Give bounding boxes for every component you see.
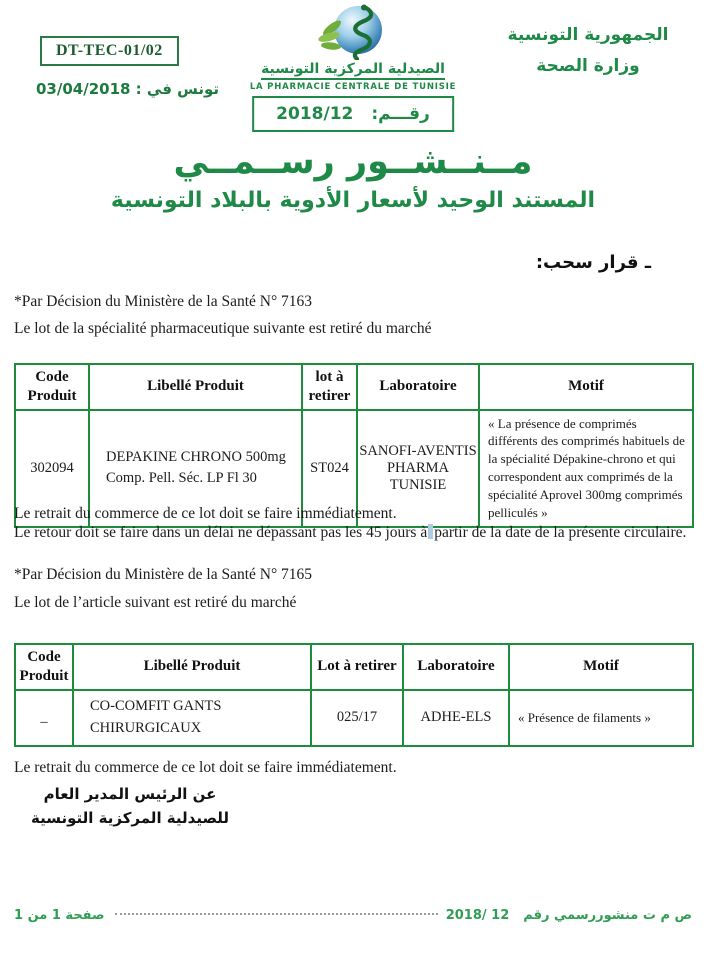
globe-snake-logo-icon [314, 4, 392, 60]
reference-code: DT-TEC-01/02 [56, 42, 163, 59]
table-2-header-laboratoire: Laboratoire [403, 644, 509, 690]
intro-2-line: Le lot de l’article suivant est retiré du marché [14, 594, 297, 611]
table-2-cell-laboratoire: ADHE-ELS [403, 690, 509, 746]
signature-line-1: عن الرئيس المدير العام [43, 785, 217, 803]
table-1-header-lot: lot à retirer [302, 364, 357, 410]
laboratoire-line-1: SANOFI-AVENTIS [359, 442, 477, 459]
footer-doc-number: 2018/ 12 [445, 908, 510, 923]
withdrawal-decision-heading: ـ قرار سحب: [535, 252, 651, 273]
gov-line-republic: الجمهورية التونسية [507, 25, 669, 45]
table-2-header-motif: Motif [509, 644, 693, 690]
table-1-header-code: Code Produit [15, 364, 89, 410]
footer-doc-label: ص م ت منشوررسمي رقم [523, 908, 692, 923]
table-2-header-row [15, 644, 693, 690]
number-value: 2018/12 [276, 104, 354, 124]
signature-line-2: للصيدلية المركزية التونسية [31, 809, 229, 827]
table-2-cell-lot: 025/17 [311, 690, 403, 746]
table-1-header-row [15, 364, 693, 410]
libelle-line-1: DEPAKINE CHRONO 500mg [106, 449, 286, 466]
table-1-header-libelle: Libellé Produit [89, 364, 302, 410]
table-2-header-code: Code Produit [15, 644, 73, 690]
reference-code-box [40, 36, 179, 66]
text-cursor-artifact [428, 524, 433, 539]
number-label: رقـــم: [371, 104, 430, 124]
laboratoire-line-2: PHARMA TUNISIE [386, 459, 450, 493]
table-1-cell-motif: « La présence de comprimés différents des comprimés habituels de la spécialité Dépakine-chrono et qui correspondent aux comprimés de la spécialité Aprovel 300mg comprimés pelliculés » [479, 410, 693, 528]
table-2-cell-libelle: CO-COMFIT GANTS CHIRURGICAUX [73, 690, 311, 746]
note-retour-delai [14, 524, 686, 542]
libelle-line-2: Comp. Pell. Séc. LP Fl 30 [106, 470, 257, 487]
table-1-cell-code: 302094 [15, 410, 89, 528]
table-1-header-motif: Motif [479, 364, 693, 410]
note-retrait-1: Le retrait du commerce de ce lot doit se faire immédiatement. [14, 505, 397, 522]
document-title: مــنــشــور رســمــي [173, 142, 533, 182]
brand-name-arabic: الصيدلية المركزية التونسية [261, 61, 445, 80]
footer-dotted-line [115, 913, 438, 915]
table-2-header-libelle: Libellé Produit [73, 644, 311, 690]
decision-1-line: *Par Décision du Ministère de la Santé N° 7163 [14, 293, 313, 310]
gov-line-ministry: وزارة الصحة [536, 55, 640, 76]
table-1-header-laboratoire: Laboratoire [357, 364, 479, 410]
signature-block [20, 782, 240, 830]
withdrawal-table-2 [14, 643, 694, 747]
brand-name-french: LA PHARMACIE CENTRALE DE TUNISIE [249, 82, 457, 92]
table-1-cell-lot: ST024 [302, 410, 357, 528]
note-retour-after-caret: partir de la date de la présente circulaire. [434, 524, 687, 541]
note-retrait-2: Le retrait du commerce de ce lot doit se faire immédiatement. [14, 759, 397, 776]
table-2-cell-motif: « Présence de filaments » [509, 690, 693, 746]
table-2-row [15, 690, 693, 746]
withdrawal-table-1 [14, 363, 694, 528]
date-line: تونس في : 03/04/2018 [36, 80, 219, 98]
page-footer [0, 908, 706, 923]
table-2-header-lot: Lot à retirer [311, 644, 403, 690]
note-retour-before-caret: Le retour doit se faire dans un délai ne dépassant pas les 45 jours à [14, 524, 428, 541]
table-2-cell-code: _ [15, 690, 73, 746]
decision-2-line: *Par Décision du Ministère de la Santé N° 7165 [14, 566, 313, 583]
intro-1-line: Le lot de la spécialité pharmaceutique suivante est retiré du marché [14, 320, 432, 337]
pharmacy-logo [243, 4, 463, 92]
document-subtitle: المستند الوحيد لأسعار الأدوية بالبلاد التونسية [110, 188, 596, 213]
page-number-info: صفحة 1 من 1 [14, 908, 105, 923]
circular-number-box [252, 96, 454, 132]
government-heading [498, 20, 678, 81]
